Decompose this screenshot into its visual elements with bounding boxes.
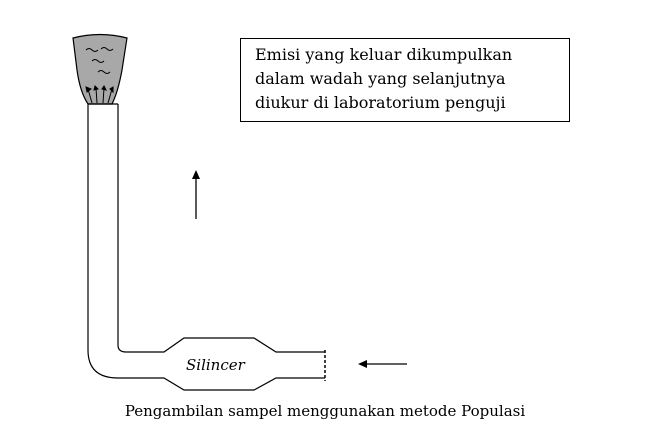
collection-bag bbox=[73, 35, 127, 105]
flow-arrow-up bbox=[192, 170, 200, 219]
exhaust-pipe-inner-wall bbox=[118, 104, 325, 352]
flow-arrow-left bbox=[358, 360, 407, 368]
exhaust-pipe bbox=[88, 104, 325, 390]
note-box bbox=[240, 38, 570, 122]
note-line-3: diukur di laboratorium penguji bbox=[255, 93, 506, 112]
figure-caption: Pengambilan sampel menggunakan metode Populasi bbox=[124, 402, 526, 420]
note-line-2: dalam wadah yang selanjutnya bbox=[255, 69, 506, 88]
silencer-label: Silincer bbox=[186, 356, 245, 374]
note-line-1: Emisi yang keluar dikumpulkan bbox=[255, 45, 513, 64]
